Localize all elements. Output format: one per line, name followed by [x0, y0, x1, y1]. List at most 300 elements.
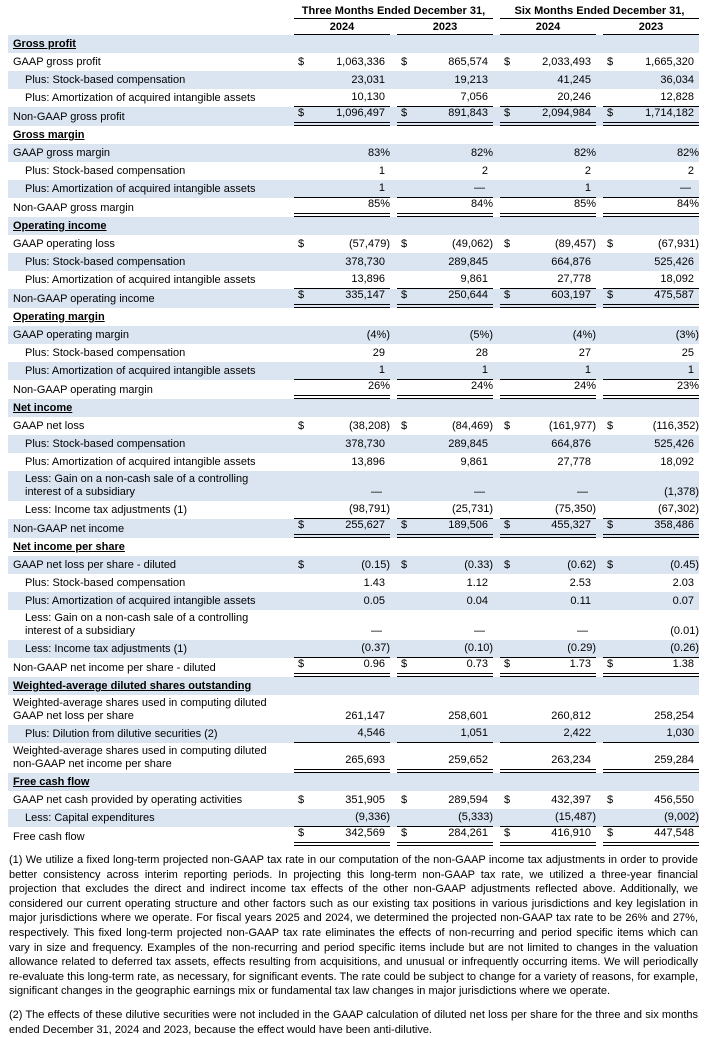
value-cell	[294, 162, 390, 180]
table-row	[8, 519, 699, 538]
cell-value: 0.96	[363, 658, 385, 670]
row-label-text: Operating income	[13, 220, 107, 232]
value-cell	[397, 89, 493, 107]
row-label	[8, 574, 287, 592]
value-cell	[397, 827, 493, 846]
cell-value: (0.26)	[670, 642, 699, 654]
cell-value: —	[680, 182, 691, 194]
cell-value: (0.45)	[670, 559, 699, 571]
cell-value: 23%	[676, 380, 699, 392]
row-label-text: Plus: Amortization of acquired intangible assets	[25, 274, 256, 286]
table-row	[8, 107, 699, 126]
value-cell	[294, 235, 390, 253]
dollar-sign: $	[298, 519, 305, 531]
value-cell	[603, 107, 699, 126]
cell-value: 2	[481, 165, 488, 177]
row-label	[8, 695, 287, 725]
row-label-text: Plus: Amortization of acquired intangible assets	[25, 365, 256, 377]
row-label	[8, 71, 287, 89]
cell-value: 250,644	[448, 289, 488, 301]
row-label-text: Net income per share	[13, 541, 125, 553]
cell-value: 1	[378, 364, 385, 376]
value-cell	[397, 180, 493, 198]
cell-value: 20,246	[557, 91, 591, 103]
value-cell	[500, 344, 596, 362]
cell-value: 36,034	[660, 74, 694, 86]
row-label-text: Non-GAAP operating income	[13, 293, 155, 305]
dollar-sign: $	[504, 420, 511, 432]
value-cell	[603, 809, 699, 827]
table-row	[8, 658, 699, 677]
row-label-text: Free cash flow	[13, 831, 85, 843]
value-cell	[294, 253, 390, 271]
footnotes	[8, 853, 699, 1037]
cell-value: (1,378)	[664, 486, 699, 498]
cell-value: (67,931)	[658, 238, 699, 250]
value-cell	[397, 380, 493, 399]
table-row	[8, 417, 699, 435]
row-label	[8, 235, 287, 253]
row-label-text: Plus: Stock-based compensation	[25, 165, 186, 177]
section-title	[8, 538, 287, 556]
value-cell	[294, 773, 390, 791]
row-label-text: Weighted-average shares used in computing diluted non-GAAP net income per share	[13, 745, 267, 770]
value-cell	[397, 773, 493, 791]
value-cell	[397, 271, 493, 289]
value-cell	[294, 362, 390, 380]
cell-value: 0.11	[570, 595, 591, 607]
cell-value: 1	[687, 364, 694, 376]
column-group-three-months: Three Months Ended December 31,	[294, 5, 493, 19]
dollar-sign: $	[401, 559, 408, 571]
row-label-text: Less: Capital expenditures	[25, 812, 155, 824]
value-cell	[500, 308, 596, 326]
cell-value: (0.10)	[464, 642, 493, 654]
value-cell	[603, 89, 699, 107]
value-cell	[294, 574, 390, 592]
cell-value: 23,031	[351, 74, 385, 86]
value-cell	[500, 809, 596, 827]
value-cell	[294, 501, 390, 519]
value-cell	[397, 162, 493, 180]
value-cell	[603, 326, 699, 344]
value-cell	[397, 453, 493, 471]
value-cell	[294, 640, 390, 658]
row-label	[8, 107, 287, 126]
cell-value: 1	[584, 182, 591, 194]
cell-value: 24%	[470, 380, 493, 392]
section-header-row	[8, 538, 699, 556]
cell-value: 261,147	[345, 710, 385, 722]
table-row	[8, 380, 699, 399]
value-cell	[500, 35, 596, 53]
value-cell	[500, 574, 596, 592]
row-label	[8, 380, 287, 399]
cell-value: 358,486	[654, 519, 694, 531]
cell-value: 27,778	[557, 456, 591, 468]
value-cell	[500, 198, 596, 217]
value-cell	[397, 399, 493, 417]
cell-value: 1.38	[672, 658, 694, 670]
row-label-text: Non-GAAP operating margin	[13, 384, 153, 396]
column-group-six-months: Six Months Ended December 31,	[500, 5, 699, 19]
dollar-sign: $	[607, 794, 614, 806]
footnote-1: (1) We utilize a fixed long-term projected non-GAAP tax rate in our computation of the non-GAAP income tax adjustments in order to provide better consistency across interim reporting periods. In projecting this long-term non-GAAP tax rate, we utilized a three-year financial projection that excludes the direct and indirect income tax effects of the other non-GAAP adjustments reflected above. Additionally, we considered our current operating structure and other factors such as our existing tax positions in various jurisdictions and key legislation in major jurisdictions where we operate. For fiscal years 2025 and 2024, we determined the projected non-GAAP tax rate to be 26% and 27%, respectively. This fixed long-term projected non-GAAP tax rate eliminates the effects of non-recurring and period specific items which can vary in size and frequency. Examples of the non-recurring and period specific items include but are not limited to changes in the valuation allowance related to deferred tax assets, effects resulting from acquisitions, and unusual or infrequently occurring items. We will periodically re-evaluate this long-term rate, as necessary, for significant events. The rate could be subject to change for a variety of reasons, for example, significant changes in the geographic earnings mix or fundamental tax law changes in major jurisdictions where we operate.	[9, 854, 698, 998]
cell-value: 1,096,497	[336, 107, 385, 119]
section-header-row	[8, 308, 699, 326]
row-label	[8, 53, 287, 71]
value-cell	[397, 198, 493, 217]
value-cell	[294, 791, 390, 809]
row-label	[8, 453, 287, 471]
cell-value: (4%)	[366, 329, 390, 341]
value-cell	[603, 610, 699, 640]
value-cell	[500, 271, 596, 289]
cell-value: 284,261	[448, 827, 488, 839]
value-cell	[500, 725, 596, 743]
dollar-sign: $	[504, 56, 511, 68]
value-cell	[500, 791, 596, 809]
value-cell	[294, 35, 390, 53]
cell-value: 1.12	[466, 577, 488, 589]
value-cell	[500, 289, 596, 308]
value-cell	[603, 519, 699, 538]
value-cell	[500, 519, 596, 538]
cell-value: (84,469)	[452, 420, 493, 432]
table-row	[8, 471, 699, 501]
cell-value: 82%	[470, 147, 493, 159]
cell-value: 25	[681, 347, 694, 359]
row-label-text: Plus: Amortization of acquired intangible assets	[25, 595, 256, 607]
value-cell	[603, 574, 699, 592]
dollar-sign: $	[607, 56, 614, 68]
row-label	[8, 519, 287, 538]
table-row	[8, 574, 699, 592]
value-cell	[500, 640, 596, 658]
row-label-text: GAAP operating margin	[13, 329, 129, 341]
value-cell	[294, 344, 390, 362]
value-cell	[500, 144, 596, 162]
cell-value: 83%	[367, 147, 390, 159]
dollar-sign: $	[401, 420, 408, 432]
value-cell	[500, 695, 596, 725]
cell-value: (161,977)	[548, 420, 596, 432]
value-cell	[397, 556, 493, 574]
value-cell	[397, 538, 493, 556]
row-label-text: GAAP gross profit	[13, 56, 101, 68]
cell-value: 1,063,336	[336, 56, 385, 68]
cell-value: 19,213	[454, 74, 488, 86]
value-cell	[603, 235, 699, 253]
value-cell	[397, 435, 493, 453]
value-cell	[294, 677, 390, 695]
cell-value: 10,130	[351, 91, 385, 103]
cell-value: 258,254	[654, 710, 694, 722]
cell-value: (57,479)	[349, 238, 390, 250]
cell-value: 18,092	[660, 273, 694, 285]
dollar-sign: $	[504, 827, 511, 839]
section-title	[8, 35, 287, 53]
value-cell	[397, 107, 493, 126]
value-cell	[500, 592, 596, 610]
dollar-sign: $	[504, 658, 511, 670]
row-label-text: Non-GAAP gross profit	[13, 111, 125, 123]
value-cell	[603, 198, 699, 217]
section-header-row	[8, 399, 699, 417]
cell-value: 1,030	[666, 727, 694, 739]
section-header-row	[8, 217, 699, 235]
table-row	[8, 556, 699, 574]
row-label-text: GAAP net cash provided by operating activities	[13, 794, 243, 806]
table-row	[8, 289, 699, 308]
value-cell	[603, 501, 699, 519]
cell-value: 1	[378, 165, 385, 177]
row-label	[8, 344, 287, 362]
row-label-text: GAAP net loss	[13, 420, 85, 432]
value-cell	[397, 743, 493, 773]
value-cell	[397, 809, 493, 827]
table-row	[8, 71, 699, 89]
row-label-text: Non-GAAP gross margin	[13, 202, 134, 214]
cell-value: (75,350)	[555, 503, 596, 515]
value-cell	[603, 435, 699, 453]
value-cell	[603, 271, 699, 289]
dollar-sign: $	[504, 794, 511, 806]
row-label	[8, 610, 287, 640]
cell-value: 27,778	[557, 273, 591, 285]
cell-value: 378,730	[345, 438, 385, 450]
cell-value: 351,905	[345, 794, 385, 806]
row-label	[8, 326, 287, 344]
cell-value: 85%	[573, 198, 596, 210]
cell-value: 82%	[573, 147, 596, 159]
value-cell	[500, 501, 596, 519]
table-row	[8, 235, 699, 253]
value-cell	[294, 399, 390, 417]
dollar-sign: $	[607, 420, 614, 432]
value-cell	[294, 380, 390, 399]
cell-value: 0.73	[466, 658, 488, 670]
table-row	[8, 362, 699, 380]
cell-value: (67,302)	[658, 503, 699, 515]
cell-value: 456,550	[654, 794, 694, 806]
dollar-sign: $	[298, 289, 305, 301]
cell-value: 1	[378, 182, 385, 194]
cell-value: 2	[584, 165, 591, 177]
row-label	[8, 501, 287, 519]
row-label-text: Plus: Stock-based compensation	[25, 438, 186, 450]
value-cell	[603, 725, 699, 743]
cell-value: 2,422	[563, 727, 591, 739]
cell-value: (89,457)	[555, 238, 596, 250]
value-cell	[603, 677, 699, 695]
value-cell	[397, 640, 493, 658]
table-row	[8, 253, 699, 271]
dollar-sign: $	[401, 56, 408, 68]
table-row	[8, 198, 699, 217]
cell-value: (0.62)	[567, 559, 596, 571]
table-header	[8, 5, 699, 35]
value-cell	[500, 538, 596, 556]
cell-value: (0.29)	[567, 642, 596, 654]
value-cell	[500, 362, 596, 380]
value-cell	[603, 743, 699, 773]
cell-value: 1,714,182	[645, 107, 694, 119]
value-cell	[397, 35, 493, 53]
cell-value: —	[371, 486, 382, 498]
cell-value: (116,352)	[652, 420, 699, 432]
row-label-text: Gross margin	[13, 129, 85, 141]
cell-value: (5,333)	[458, 811, 493, 823]
value-cell	[294, 658, 390, 677]
value-cell	[294, 592, 390, 610]
cell-value: 29	[372, 347, 385, 359]
cell-value: (15,487)	[555, 811, 596, 823]
cell-value: 18,092	[660, 456, 694, 468]
section-title	[8, 399, 287, 417]
cell-value: (0.37)	[361, 642, 390, 654]
row-label-text: Plus: Amortization of acquired intangible assets	[25, 183, 256, 195]
cell-value: 2,033,493	[542, 56, 591, 68]
dollar-sign: $	[607, 559, 614, 571]
value-cell	[294, 471, 390, 501]
value-cell	[603, 253, 699, 271]
cell-value: 891,843	[448, 107, 488, 119]
cell-value: 1	[481, 364, 488, 376]
value-cell	[500, 827, 596, 846]
value-cell	[603, 180, 699, 198]
cell-value: (9,336)	[355, 811, 390, 823]
row-label	[8, 725, 287, 743]
value-cell	[294, 519, 390, 538]
value-cell	[397, 695, 493, 725]
cell-value: 289,845	[448, 438, 488, 450]
value-cell	[500, 217, 596, 235]
value-cell	[603, 35, 699, 53]
dollar-sign: $	[607, 289, 614, 301]
row-label	[8, 471, 287, 501]
value-cell	[294, 827, 390, 846]
value-cell	[294, 89, 390, 107]
cell-value: —	[371, 625, 382, 637]
cell-value: (25,731)	[452, 503, 493, 515]
row-label-text: GAAP net loss per share - diluted	[13, 559, 177, 571]
year-header-row	[8, 19, 699, 35]
cell-value: (49,062)	[452, 238, 493, 250]
section-header-row	[8, 677, 699, 695]
year-header-3m-2023: 2023	[397, 19, 493, 35]
cell-value: 0.04	[466, 595, 488, 607]
value-cell	[500, 610, 596, 640]
value-cell	[397, 235, 493, 253]
cell-value: 378,730	[345, 256, 385, 268]
value-cell	[294, 271, 390, 289]
value-cell	[500, 107, 596, 126]
row-label-text: Gross profit	[13, 38, 76, 50]
dollar-sign: $	[401, 289, 408, 301]
value-cell	[603, 289, 699, 308]
value-cell	[603, 308, 699, 326]
value-cell	[294, 126, 390, 144]
value-cell	[603, 71, 699, 89]
cell-value: —	[577, 486, 588, 498]
dollar-sign: $	[504, 238, 511, 250]
cell-value: —	[474, 182, 485, 194]
value-cell	[603, 773, 699, 791]
row-label-text: Plus: Stock-based compensation	[25, 577, 186, 589]
cell-value: 525,426	[654, 256, 694, 268]
row-label	[8, 162, 287, 180]
value-cell	[294, 538, 390, 556]
cell-value: 2	[687, 165, 694, 177]
table-row	[8, 610, 699, 640]
cell-value: 258,601	[448, 710, 488, 722]
value-cell	[294, 308, 390, 326]
cell-value: —	[474, 625, 485, 637]
dollar-sign: $	[607, 827, 614, 839]
cell-value: (5%)	[469, 329, 493, 341]
value-cell	[397, 344, 493, 362]
value-cell	[500, 89, 596, 107]
value-cell	[397, 658, 493, 677]
cell-value: 259,652	[448, 754, 488, 766]
value-cell	[603, 417, 699, 435]
value-cell	[500, 417, 596, 435]
value-cell	[603, 658, 699, 677]
table-row	[8, 271, 699, 289]
value-cell	[603, 471, 699, 501]
cell-value: 865,574	[448, 56, 488, 68]
table-row	[8, 592, 699, 610]
footnote-2: (2) The effects of these dilutive securities were not included in the GAAP calculation of diluted net loss per share for the three and six months ended December 31, 2024 and 2023, because the effect would have been anti-dilutive.	[9, 1008, 698, 1036]
table-row	[8, 144, 699, 162]
value-cell	[397, 53, 493, 71]
value-cell	[294, 217, 390, 235]
value-cell	[397, 217, 493, 235]
value-cell	[603, 791, 699, 809]
value-cell	[500, 773, 596, 791]
value-cell	[603, 827, 699, 846]
dollar-sign: $	[401, 658, 408, 670]
row-label	[8, 89, 287, 107]
cell-value: 1,665,320	[645, 56, 694, 68]
value-cell	[294, 326, 390, 344]
dollar-sign: $	[298, 827, 305, 839]
dollar-sign: $	[401, 238, 408, 250]
table-row	[8, 453, 699, 471]
cell-value: (4%)	[572, 329, 596, 341]
table-row	[8, 640, 699, 658]
cell-value: 265,693	[345, 754, 385, 766]
cell-value: 84%	[676, 198, 699, 210]
table-row	[8, 344, 699, 362]
dollar-sign: $	[298, 658, 305, 670]
value-cell	[397, 308, 493, 326]
cell-value: 28	[475, 347, 488, 359]
value-cell	[397, 289, 493, 308]
value-cell	[294, 53, 390, 71]
row-label	[8, 556, 287, 574]
cell-value: (98,791)	[349, 503, 390, 515]
cell-value: 0.07	[672, 595, 694, 607]
value-cell	[294, 453, 390, 471]
cell-value: 259,284	[654, 754, 694, 766]
cell-value: 260,812	[551, 710, 591, 722]
value-cell	[500, 471, 596, 501]
row-label-text: Plus: Amortization of acquired intangible assets	[25, 92, 256, 104]
value-cell	[603, 538, 699, 556]
value-cell	[603, 162, 699, 180]
